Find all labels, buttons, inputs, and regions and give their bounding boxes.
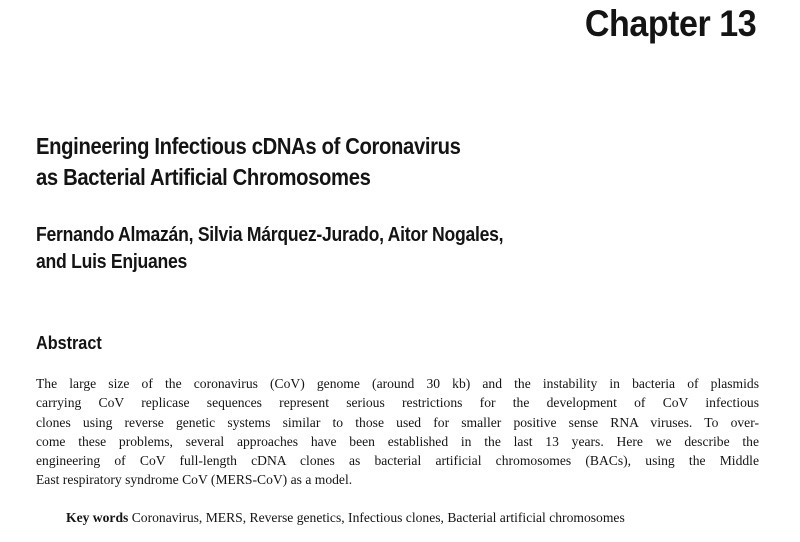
abstract-heading: Abstract xyxy=(36,333,102,353)
abstract-line: engineering of CoV full-length cDNA clones as bacterial artificial chromosomes (BACs), using the Middle xyxy=(36,453,759,469)
abstract-line: carrying CoV replicase sequences represent serious restrictions for the development of CoV infectious xyxy=(36,395,759,411)
keywords xyxy=(66,508,766,527)
author-list xyxy=(36,222,670,276)
abstract-body xyxy=(36,374,759,490)
abstract-line: clones using reverse genetic systems similar to those used for smaller positive sense RNA viruses. To over- xyxy=(36,414,759,430)
chapter-number: Chapter 13 xyxy=(584,3,756,44)
abstract-line: East respiratory syndrome CoV (MERS-CoV) as a model. xyxy=(36,472,353,488)
abstract-line: The large size of the coronavirus (CoV) genome (around 30 kb) and the instability in bacteria of plasmids xyxy=(36,376,759,391)
author-line: Fernando Almazán, Silvia Márquez-Jurado, Aitor Nogales, xyxy=(36,224,504,246)
chapter-title-line: Engineering Infectious cDNAs of Coronavirus xyxy=(36,133,461,159)
chapter-title xyxy=(36,131,670,193)
keywords-label: Key words xyxy=(66,510,129,525)
chapter-title-line: as Bacterial Artificial Chromosomes xyxy=(36,164,371,190)
author-line: and Luis Enjuanes xyxy=(36,251,188,273)
abstract-line: come these problems, several approaches have been established in the last 13 years. Here we describe the xyxy=(36,433,759,449)
keywords-text: Coronavirus, MERS, Reverse genetics, Infectious clones, Bacterial artificial chromosomes xyxy=(131,510,625,525)
